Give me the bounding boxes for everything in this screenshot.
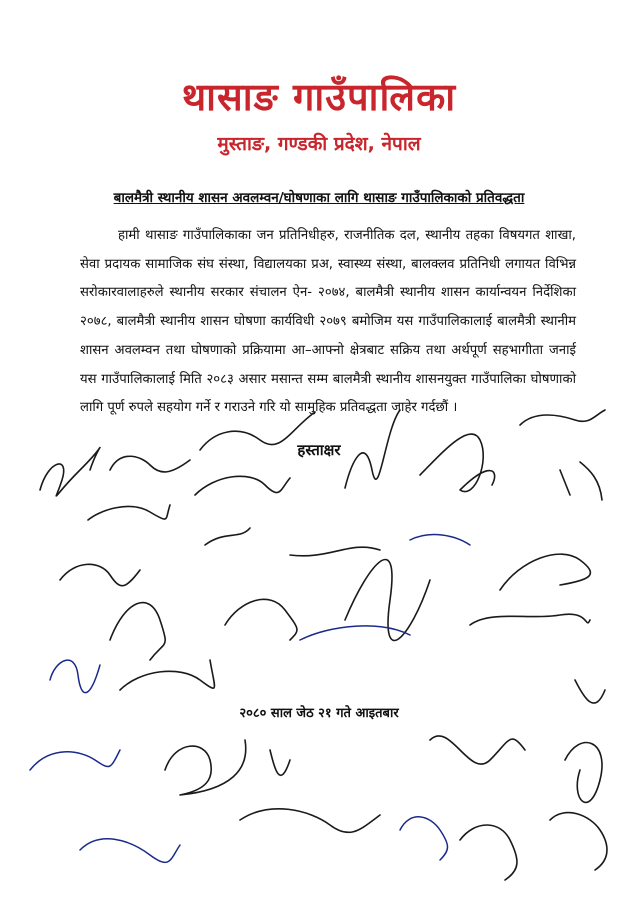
signature	[165, 740, 246, 795]
municipality-title: थासाङ गाउँपालिका	[181, 75, 457, 119]
signature	[290, 547, 380, 556]
signature	[110, 603, 165, 660]
signature	[550, 813, 607, 870]
signature	[460, 825, 517, 880]
location-subtitle: मुस्ताङ, गण्डकी प्रदेश, नेपाल	[217, 133, 421, 155]
signature	[300, 626, 410, 640]
signature	[225, 599, 297, 640]
signature	[80, 839, 180, 863]
signature	[575, 680, 605, 703]
date-line: २०८० साल जेठ २१ गते आइतबार	[239, 706, 399, 721]
signature	[120, 660, 214, 690]
signature	[30, 750, 120, 770]
signature	[270, 750, 290, 775]
signature	[240, 809, 380, 833]
signature	[560, 462, 602, 500]
signature	[500, 554, 590, 590]
signature	[345, 560, 430, 641]
signature	[88, 505, 170, 520]
signature	[195, 476, 290, 495]
signature	[410, 535, 470, 545]
signature	[60, 564, 140, 585]
signature	[50, 660, 100, 692]
signature	[400, 817, 448, 860]
signature-label: हस्ताक्षर	[297, 441, 341, 459]
signature	[470, 614, 590, 625]
commitment-heading: बालमैत्री स्थानीय शासन अवलम्वन/घोषणाका लागि थासाङ गाउँपालिकाको प्रतिवद्धता	[113, 190, 525, 206]
signature	[205, 528, 250, 545]
signature	[430, 736, 525, 764]
commitment-body	[80, 222, 576, 423]
signature	[565, 743, 602, 803]
commitment-body-text: हामी थासाङ गाउँपालिकाका जन प्रतिनिधीहरु, राजनीतिक दल, स्थानीय तहका विषयगत शाखा, सेवा प्रदायक सामाजिक संघ संस्था, विद्यालयका प्रअ, स्वास्थ्य संस्था, बालक्लव प्रतिनिधी लगायत विभिन्न सरोकारवालाहरुले स्थानीय सरकार संचालन ऐन- २०७४, बालमैत्री स्थानीय शासन कार्यान्वयन निर्देशिका २०७८, बालमैत्री स्थानीय शासन घोषणा कार्यविधी २०७९ बमोजिम यस गाउँपालिकालाई बालमैत्री स्थानीम शासन अवलम्वन तथा घोषणाको प्रक्रियामा आ–आफ्नो क्षेत्रबाट सक्रिय तथा अर्थपूर्ण सहभागीता जनाई यस गाउँपालिकालाई मिति २०८३ असार मसान्त सम्म बालमैत्री स्थानीय शासनयुक्त गाउँपालिका घोषणाको लागि पूर्ण रुपले सहयोग गर्ने र गराउने गरि यो सामुहिक प्रतिवद्धता जाहेर गर्दछौं ।	[80, 228, 576, 416]
